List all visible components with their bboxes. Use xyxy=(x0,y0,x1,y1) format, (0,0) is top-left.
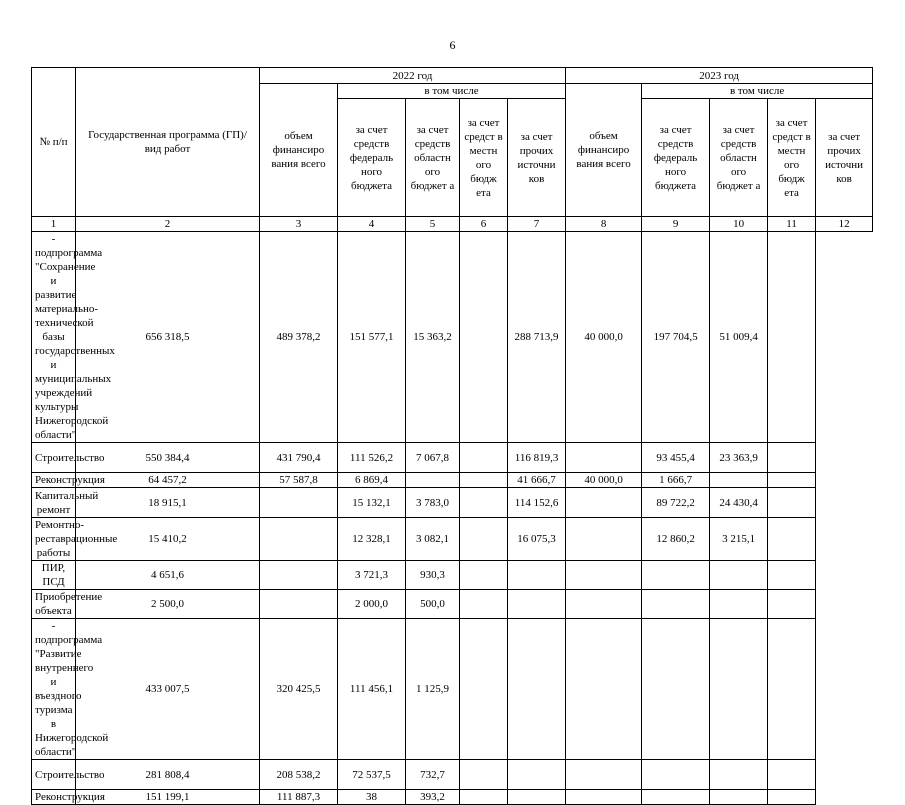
cell-federal-2022: 431 790,4 xyxy=(260,443,338,473)
table-row xyxy=(32,561,873,590)
cell-regional-2023: 197 704,5 xyxy=(642,232,710,443)
cell-federal-2023: 40 000,0 xyxy=(566,473,642,488)
cell-total-2023: 41 666,7 xyxy=(508,473,566,488)
cell-federal-2023 xyxy=(566,590,642,619)
cell-other-2022 xyxy=(460,443,508,473)
table-row xyxy=(32,790,873,805)
page-number: 6 xyxy=(449,38,456,52)
cell-federal-2022 xyxy=(260,590,338,619)
cell-regional-2023: 1 666,7 xyxy=(642,473,710,488)
row-name: Реконструкция xyxy=(32,790,76,805)
cell-other-2023 xyxy=(768,488,816,518)
cell-total-2022: 4 651,6 xyxy=(76,561,260,590)
cell-regional-2022: 38 xyxy=(338,790,406,805)
header-local-2022: за счет средст в местн ого бюдж ета xyxy=(460,99,508,217)
cell-federal-2023 xyxy=(566,760,642,790)
column-number: 3 xyxy=(260,217,338,232)
cell-local-2022: 1 125,9 xyxy=(406,619,460,760)
cell-total-2023: 288 713,9 xyxy=(508,232,566,443)
column-number: 2 xyxy=(76,217,260,232)
table-row xyxy=(32,518,873,561)
column-number: 8 xyxy=(566,217,642,232)
cell-local-2023: 23 363,9 xyxy=(710,443,768,473)
cell-local-2023 xyxy=(710,590,768,619)
cell-local-2022: 393,2 xyxy=(406,790,460,805)
cell-other-2023 xyxy=(768,473,816,488)
cell-total-2022: 2 500,0 xyxy=(76,590,260,619)
row-name: Капитальный ремонт xyxy=(32,488,76,518)
cell-federal-2022: 489 378,2 xyxy=(260,232,338,443)
cell-regional-2022: 111 526,2 xyxy=(338,443,406,473)
row-name: Приобретение объекта xyxy=(32,590,76,619)
header-year-2022: 2022 год xyxy=(260,68,566,84)
cell-local-2022: 3 082,1 xyxy=(406,518,460,561)
cell-total-2023 xyxy=(508,790,566,805)
column-number: 4 xyxy=(338,217,406,232)
cell-local-2022 xyxy=(406,473,460,488)
cell-total-2022: 151 199,1 xyxy=(76,790,260,805)
header-year-2023: 2023 год xyxy=(566,68,873,84)
cell-federal-2022 xyxy=(260,561,338,590)
cell-regional-2022: 2 000,0 xyxy=(338,590,406,619)
row-name: Ремонтно-реставрационные работы xyxy=(32,518,76,561)
cell-total-2022: 64 457,2 xyxy=(76,473,260,488)
header-regional-2023: за счет средств областн ого бюджет а xyxy=(710,99,768,217)
cell-other-2023 xyxy=(768,590,816,619)
header-federal-2023: за счет средств федераль ного бюджета xyxy=(642,99,710,217)
cell-total-2023: 116 819,3 xyxy=(508,443,566,473)
cell-federal-2022: 111 887,3 xyxy=(260,790,338,805)
cell-other-2022 xyxy=(460,790,508,805)
column-number: 1 xyxy=(32,217,76,232)
cell-local-2022: 500,0 xyxy=(406,590,460,619)
cell-regional-2023: 93 455,4 xyxy=(642,443,710,473)
cell-total-2023 xyxy=(508,619,566,760)
header-other-2022: за счет прочих источни ков xyxy=(508,99,566,217)
row-name: - подпрограмма "Сохранение и развитие материально-технической базы государственных и муниципальных учреждений культуры Нижегородской области" xyxy=(32,232,76,443)
table-row xyxy=(32,473,873,488)
cell-regional-2023: 12 860,2 xyxy=(642,518,710,561)
cell-other-2022 xyxy=(460,473,508,488)
cell-regional-2023 xyxy=(642,561,710,590)
cell-total-2023 xyxy=(508,760,566,790)
header-regional-2022: за счет средств областн ого бюджет а xyxy=(406,99,460,217)
cell-total-2023: 114 152,6 xyxy=(508,488,566,518)
cell-other-2023 xyxy=(768,619,816,760)
cell-federal-2023 xyxy=(566,561,642,590)
cell-total-2022: 281 808,4 xyxy=(76,760,260,790)
cell-federal-2023 xyxy=(566,619,642,760)
cell-other-2022 xyxy=(460,232,508,443)
cell-other-2023 xyxy=(768,232,816,443)
header-col-num: № п/п xyxy=(32,68,76,217)
cell-regional-2022: 12 328,1 xyxy=(338,518,406,561)
cell-regional-2022: 15 132,1 xyxy=(338,488,406,518)
cell-total-2023 xyxy=(508,590,566,619)
cell-total-2022: 656 318,5 xyxy=(76,232,260,443)
cell-regional-2022: 3 721,3 xyxy=(338,561,406,590)
cell-federal-2023 xyxy=(566,790,642,805)
cell-regional-2023 xyxy=(642,619,710,760)
header-including-2023: в том числе xyxy=(642,84,873,99)
row-name: ПИР, ПСД xyxy=(32,561,76,590)
cell-total-2022: 18 915,1 xyxy=(76,488,260,518)
cell-other-2022 xyxy=(460,561,508,590)
cell-other-2023 xyxy=(768,790,816,805)
header-including-2022: в том числе xyxy=(338,84,566,99)
cell-total-2022: 15 410,2 xyxy=(76,518,260,561)
cell-local-2023: 3 215,1 xyxy=(710,518,768,561)
header-total-2023: объем финансиро вания всего xyxy=(566,84,642,217)
cell-other-2022 xyxy=(460,619,508,760)
cell-regional-2022: 6 869,4 xyxy=(338,473,406,488)
row-name: - подпрограмма "Развитие внутреннего и въездного туризма в Нижегородской области" xyxy=(32,619,76,760)
cell-local-2022: 7 067,8 xyxy=(406,443,460,473)
cell-federal-2022: 57 587,8 xyxy=(260,473,338,488)
header-total-2022: объем финансиро вания всего xyxy=(260,84,338,217)
cell-regional-2023 xyxy=(642,590,710,619)
cell-local-2022: 930,3 xyxy=(406,561,460,590)
cell-federal-2022: 208 538,2 xyxy=(260,760,338,790)
column-number: 9 xyxy=(642,217,710,232)
header-other-2023: за счет прочих источни ков xyxy=(816,99,873,217)
cell-regional-2022: 111 456,1 xyxy=(338,619,406,760)
cell-local-2023 xyxy=(710,760,768,790)
header-local-2023: за счет средст в местн ого бюдж ета xyxy=(768,99,816,217)
cell-federal-2023: 40 000,0 xyxy=(566,232,642,443)
cell-other-2023 xyxy=(768,760,816,790)
cell-total-2023: 16 075,3 xyxy=(508,518,566,561)
column-number: 5 xyxy=(406,217,460,232)
cell-federal-2022 xyxy=(260,518,338,561)
cell-total-2022: 550 384,4 xyxy=(76,443,260,473)
cell-local-2022: 15 363,2 xyxy=(406,232,460,443)
cell-local-2023 xyxy=(710,790,768,805)
table-row xyxy=(32,488,873,518)
row-name: Строительство xyxy=(32,443,76,473)
cell-other-2022 xyxy=(460,518,508,561)
cell-local-2022: 732,7 xyxy=(406,760,460,790)
table-row xyxy=(32,760,873,790)
cell-local-2023 xyxy=(710,561,768,590)
cell-other-2023 xyxy=(768,518,816,561)
cell-local-2023: 51 009,4 xyxy=(710,232,768,443)
cell-total-2023 xyxy=(508,561,566,590)
financing-table xyxy=(31,67,873,805)
table-row xyxy=(32,619,873,760)
column-number: 12 xyxy=(816,217,873,232)
cell-local-2023 xyxy=(710,473,768,488)
cell-regional-2023 xyxy=(642,790,710,805)
row-name: Реконструкция xyxy=(32,473,76,488)
cell-other-2022 xyxy=(460,488,508,518)
cell-regional-2023: 89 722,2 xyxy=(642,488,710,518)
table-row xyxy=(32,590,873,619)
cell-other-2022 xyxy=(460,760,508,790)
column-number: 7 xyxy=(508,217,566,232)
cell-federal-2023 xyxy=(566,518,642,561)
cell-total-2022: 433 007,5 xyxy=(76,619,260,760)
cell-federal-2022 xyxy=(260,488,338,518)
cell-federal-2023 xyxy=(566,443,642,473)
column-number: 10 xyxy=(710,217,768,232)
cell-other-2022 xyxy=(460,590,508,619)
cell-other-2023 xyxy=(768,561,816,590)
header-col-name: Государственная программа (ГП)/ вид работ xyxy=(76,68,260,217)
cell-federal-2022: 320 425,5 xyxy=(260,619,338,760)
cell-other-2023 xyxy=(768,443,816,473)
row-name: Строительство xyxy=(32,760,76,790)
column-number-row xyxy=(32,217,873,232)
table-row xyxy=(32,232,873,443)
column-number: 11 xyxy=(768,217,816,232)
cell-regional-2023 xyxy=(642,760,710,790)
cell-local-2023: 24 430,4 xyxy=(710,488,768,518)
cell-regional-2022: 151 577,1 xyxy=(338,232,406,443)
table-row xyxy=(32,443,873,473)
header-federal-2022: за счет средств федераль ного бюджета xyxy=(338,99,406,217)
cell-federal-2023 xyxy=(566,488,642,518)
column-number: 6 xyxy=(460,217,508,232)
cell-local-2022: 3 783,0 xyxy=(406,488,460,518)
cell-local-2023 xyxy=(710,619,768,760)
cell-regional-2022: 72 537,5 xyxy=(338,760,406,790)
